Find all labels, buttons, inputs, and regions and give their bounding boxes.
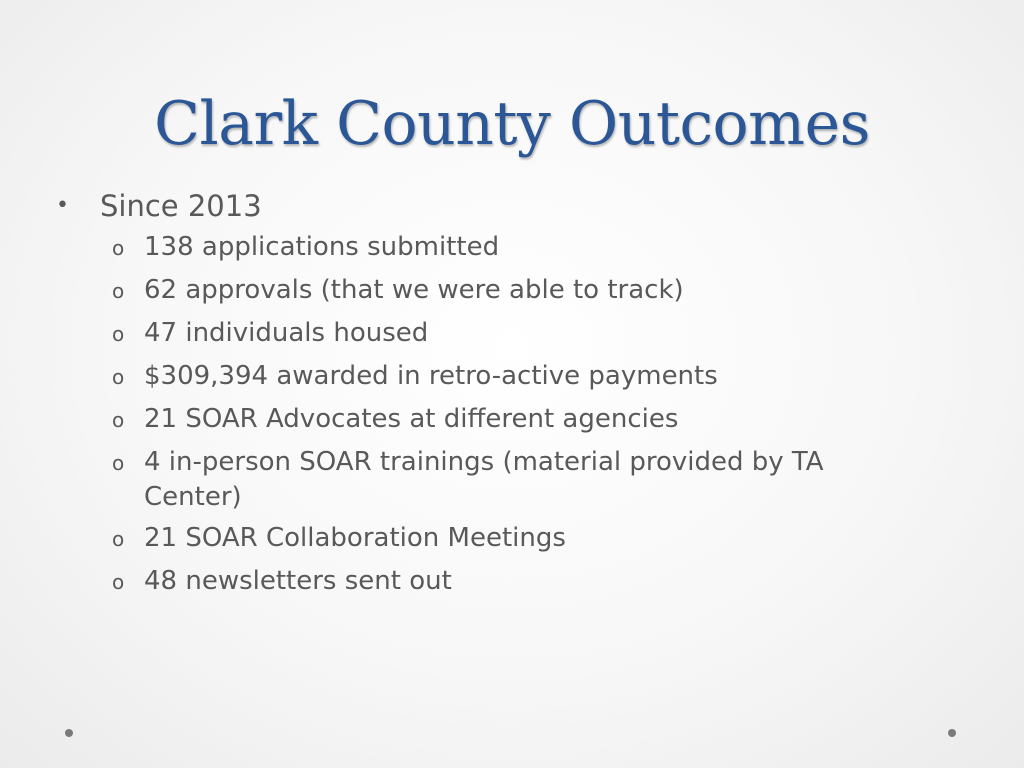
slide-content (56, 182, 956, 607)
list-item-text: 4 in-person SOAR trainings (material provided by TA Center) (144, 447, 824, 512)
list-item-text: 48 newsletters sent out (144, 566, 452, 596)
sub-bullet-icon: o (112, 236, 125, 260)
list-item-text: 21 SOAR Advocates at different agencies (144, 404, 679, 434)
sub-bullet-icon: o (112, 279, 125, 303)
list-item (112, 316, 872, 353)
list-item (112, 402, 872, 439)
sub-bullet-icon: o (112, 570, 125, 594)
sub-bullet-icon: o (112, 451, 125, 475)
list-item (112, 359, 872, 396)
sub-bullet-icon: o (112, 527, 125, 551)
list-item-text: 47 individuals housed (144, 318, 429, 348)
decorative-dot-right (948, 729, 956, 737)
list-item (112, 230, 872, 267)
bullet-icon: • (56, 193, 69, 218)
list-item (112, 445, 872, 515)
list-item (112, 521, 872, 558)
main-bullet-text: Since 2013 (100, 189, 262, 223)
list-item (112, 273, 872, 310)
main-bullet (56, 182, 956, 230)
outcomes-list (56, 230, 956, 601)
slide-title: Clark County Outcomes (154, 89, 870, 159)
list-item-text: 62 approvals (that we were able to track) (144, 275, 684, 305)
decorative-dot-left (65, 729, 73, 737)
list-item-text: 138 applications submitted (144, 232, 500, 262)
list-item-text: 21 SOAR Collaboration Meetings (144, 523, 566, 553)
sub-bullet-icon: o (112, 408, 125, 432)
sub-bullet-icon: o (112, 365, 125, 389)
list-item (112, 564, 872, 601)
list-item-text: $309,394 awarded in retro-active payments (144, 361, 718, 391)
sub-bullet-icon: o (112, 322, 125, 346)
